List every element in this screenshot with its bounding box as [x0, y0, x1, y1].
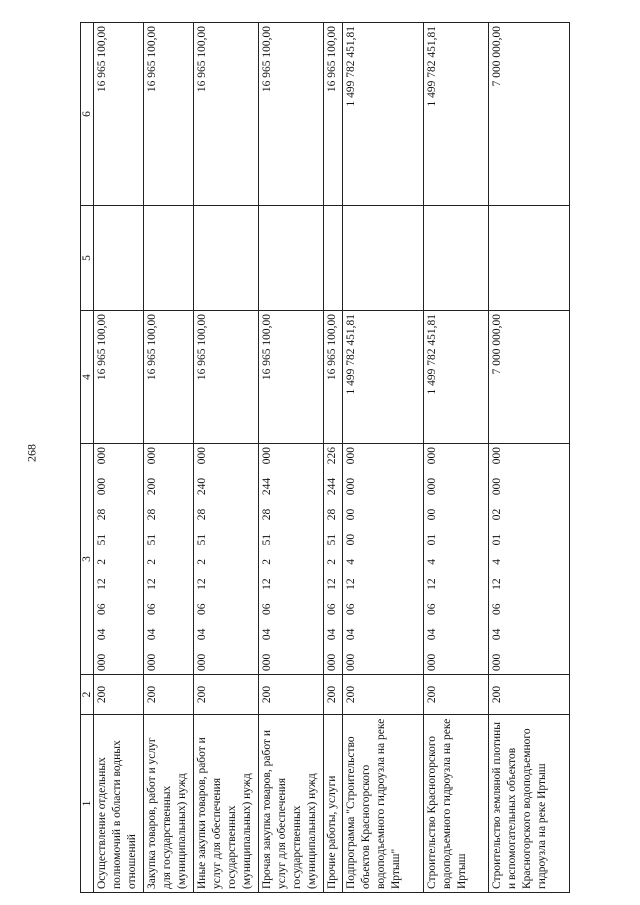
- row-amount-cell: 16 965 100,00: [144, 311, 194, 444]
- row-amount-cell: 16 965 100,00: [194, 311, 259, 444]
- code-segment: 51: [326, 533, 338, 546]
- code-segment: 04: [345, 628, 357, 641]
- classification-code: [344, 447, 359, 671]
- code-segment: 2: [96, 559, 108, 565]
- row-col5-cell: [94, 206, 144, 311]
- code-segment: 04: [196, 628, 208, 641]
- row-amount-cell: 1 499 782 451,81: [343, 311, 424, 444]
- code-segment: 2: [146, 559, 158, 565]
- code-segment: 000: [146, 653, 158, 671]
- table-row: [144, 23, 194, 893]
- code-segment: 51: [96, 533, 108, 546]
- code-segment: 04: [326, 628, 338, 641]
- code-segment: 000: [426, 477, 438, 496]
- row-col6-cell: 16 965 100,00: [259, 23, 324, 206]
- header-col-2: 2: [81, 675, 94, 715]
- row-col5-cell: [324, 206, 343, 311]
- code-segment: 12: [146, 578, 158, 590]
- code-segment: 06: [146, 603, 158, 615]
- code-segment: 04: [96, 628, 108, 641]
- code-segment: 51: [261, 533, 273, 546]
- code-segment: 2: [326, 559, 338, 565]
- header-col-5: 5: [81, 206, 94, 311]
- classification-code: [490, 447, 505, 671]
- code-segment: 000: [146, 447, 158, 465]
- row-admin-cell: 200: [144, 675, 194, 715]
- code-segment: 12: [96, 578, 108, 590]
- row-col5-cell: [343, 206, 424, 311]
- row-col6-cell: 1 499 782 451,81: [343, 23, 424, 206]
- code-segment: 12: [261, 578, 273, 590]
- code-segment: 51: [146, 533, 158, 546]
- code-segment: 000: [96, 653, 108, 671]
- code-segment: 51: [196, 533, 208, 546]
- code-segment: 04: [426, 628, 438, 641]
- code-segment: 28: [261, 508, 273, 521]
- row-col5-cell: [489, 206, 570, 311]
- code-segment: 00: [345, 533, 357, 546]
- row-code-cell: [324, 444, 343, 675]
- code-segment: 000: [491, 653, 503, 671]
- row-admin-cell: 200: [343, 675, 424, 715]
- row-col6-cell: 1 499 782 451,81: [424, 23, 489, 206]
- code-segment: 12: [491, 578, 503, 590]
- code-segment: 4: [491, 559, 503, 565]
- code-segment: 02: [491, 508, 503, 521]
- row-code-cell: [94, 444, 144, 675]
- header-col-6: 6: [81, 23, 94, 206]
- code-segment: 000: [491, 447, 503, 465]
- code-segment: 000: [326, 653, 338, 671]
- row-code-cell: [489, 444, 570, 675]
- row-amount-cell: 1 499 782 451,81: [424, 311, 489, 444]
- code-segment: 000: [96, 477, 108, 496]
- row-col5-cell: [194, 206, 259, 311]
- code-segment: 06: [96, 603, 108, 615]
- row-name-cell: Подпрограмма "Строительство объектов Красногорского водоподъемного гидроузла на реке Иртыш": [343, 715, 424, 893]
- table-row: [259, 23, 324, 893]
- code-segment: 06: [326, 603, 338, 615]
- row-name-cell: Строительство земляной плотины и вспомогательных объектов Красногорского водоподъемного гидроузла на реке Иртыш: [489, 715, 570, 893]
- row-col6-cell: 16 965 100,00: [94, 23, 144, 206]
- code-segment: 06: [261, 603, 273, 615]
- code-segment: 28: [326, 508, 338, 521]
- code-segment: 04: [146, 628, 158, 641]
- code-segment: 000: [345, 653, 357, 671]
- code-segment: 000: [196, 653, 208, 671]
- classification-code: [260, 447, 275, 671]
- row-amount-cell: 16 965 100,00: [94, 311, 144, 444]
- header-col-1: 1: [81, 715, 94, 893]
- budget-table-container: [80, 23, 610, 893]
- row-name-cell: Иные закупки товаров, работ и услуг для обеспечения государственных (муниципальных) нужд: [194, 715, 259, 893]
- code-segment: 226: [326, 447, 338, 465]
- row-code-cell: [194, 444, 259, 675]
- code-segment: 06: [196, 603, 208, 615]
- budget-table: [80, 22, 570, 893]
- row-code-cell: [343, 444, 424, 675]
- code-segment: 000: [261, 447, 273, 465]
- code-segment: 12: [345, 578, 357, 590]
- code-segment: 2: [196, 559, 208, 565]
- code-segment: 06: [426, 603, 438, 615]
- code-segment: 01: [426, 533, 438, 546]
- page-number: 268: [24, 444, 39, 462]
- code-segment: 12: [196, 578, 208, 590]
- code-segment: 28: [146, 508, 158, 521]
- code-segment: 28: [196, 508, 208, 521]
- code-segment: 000: [196, 447, 208, 465]
- row-col5-cell: [144, 206, 194, 311]
- code-segment: 4: [345, 559, 357, 565]
- code-segment: 12: [426, 578, 438, 590]
- row-amount-cell: 7 000 000,00: [489, 311, 570, 444]
- code-segment: 04: [491, 628, 503, 641]
- code-segment: 000: [345, 447, 357, 465]
- row-col6-cell: 16 965 100,00: [194, 23, 259, 206]
- code-segment: 01: [491, 533, 503, 546]
- row-code-cell: [144, 444, 194, 675]
- row-name-cell: Осуществление отдельных полномочий в области водных отношений: [94, 715, 144, 893]
- header-row: [81, 23, 94, 893]
- code-segment: 06: [345, 603, 357, 615]
- row-col5-cell: [259, 206, 324, 311]
- classification-code: [195, 447, 210, 671]
- code-segment: 244: [261, 477, 273, 496]
- row-col6-cell: 7 000 000,00: [489, 23, 570, 206]
- row-admin-cell: 200: [94, 675, 144, 715]
- row-code-cell: [424, 444, 489, 675]
- row-name-cell: Прочие работы, услуги: [324, 715, 343, 893]
- code-segment: 12: [326, 578, 338, 590]
- table-row: [489, 23, 570, 893]
- classification-code: [425, 447, 440, 671]
- row-code-cell: [259, 444, 324, 675]
- table-row: [343, 23, 424, 893]
- code-segment: 00: [426, 508, 438, 521]
- row-col5-cell: [424, 206, 489, 311]
- row-col6-cell: 16 965 100,00: [144, 23, 194, 206]
- table-row: [94, 23, 144, 893]
- header-col-4: 4: [81, 311, 94, 444]
- classification-code: [325, 447, 340, 671]
- code-segment: 000: [426, 447, 438, 465]
- code-segment: 00: [345, 508, 357, 521]
- row-col6-cell: 16 965 100,00: [324, 23, 343, 206]
- code-segment: 244: [326, 477, 338, 496]
- code-segment: 000: [426, 653, 438, 671]
- row-amount-cell: 16 965 100,00: [259, 311, 324, 444]
- code-segment: 04: [261, 628, 273, 641]
- row-admin-cell: 200: [424, 675, 489, 715]
- table-row: [324, 23, 343, 893]
- row-name-cell: Закупка товаров, работ и услуг для государственных (муниципальных) нужд: [144, 715, 194, 893]
- code-segment: 000: [261, 653, 273, 671]
- code-segment: 28: [96, 508, 108, 521]
- code-segment: 4: [426, 559, 438, 565]
- row-admin-cell: 200: [259, 675, 324, 715]
- code-segment: 000: [96, 447, 108, 465]
- row-amount-cell: 16 965 100,00: [324, 311, 343, 444]
- code-segment: 240: [196, 477, 208, 496]
- classification-code: [145, 447, 160, 671]
- code-segment: 000: [491, 477, 503, 496]
- row-admin-cell: 200: [489, 675, 570, 715]
- row-admin-cell: 200: [324, 675, 343, 715]
- row-name-cell: Прочая закупка товаров, работ и услуг для обеспечения государственных (муниципальных) нужд: [259, 715, 324, 893]
- row-admin-cell: 200: [194, 675, 259, 715]
- table-row: [194, 23, 259, 893]
- classification-code: [95, 447, 110, 671]
- code-segment: 000: [345, 477, 357, 496]
- row-name-cell: Строительство Красногорского водоподъемного гидроузла на реке Иртыш: [424, 715, 489, 893]
- table-row: [424, 23, 489, 893]
- code-segment: 200: [146, 477, 158, 496]
- code-segment: 06: [491, 603, 503, 615]
- header-col-3: 3: [81, 444, 94, 675]
- code-segment: 2: [261, 559, 273, 565]
